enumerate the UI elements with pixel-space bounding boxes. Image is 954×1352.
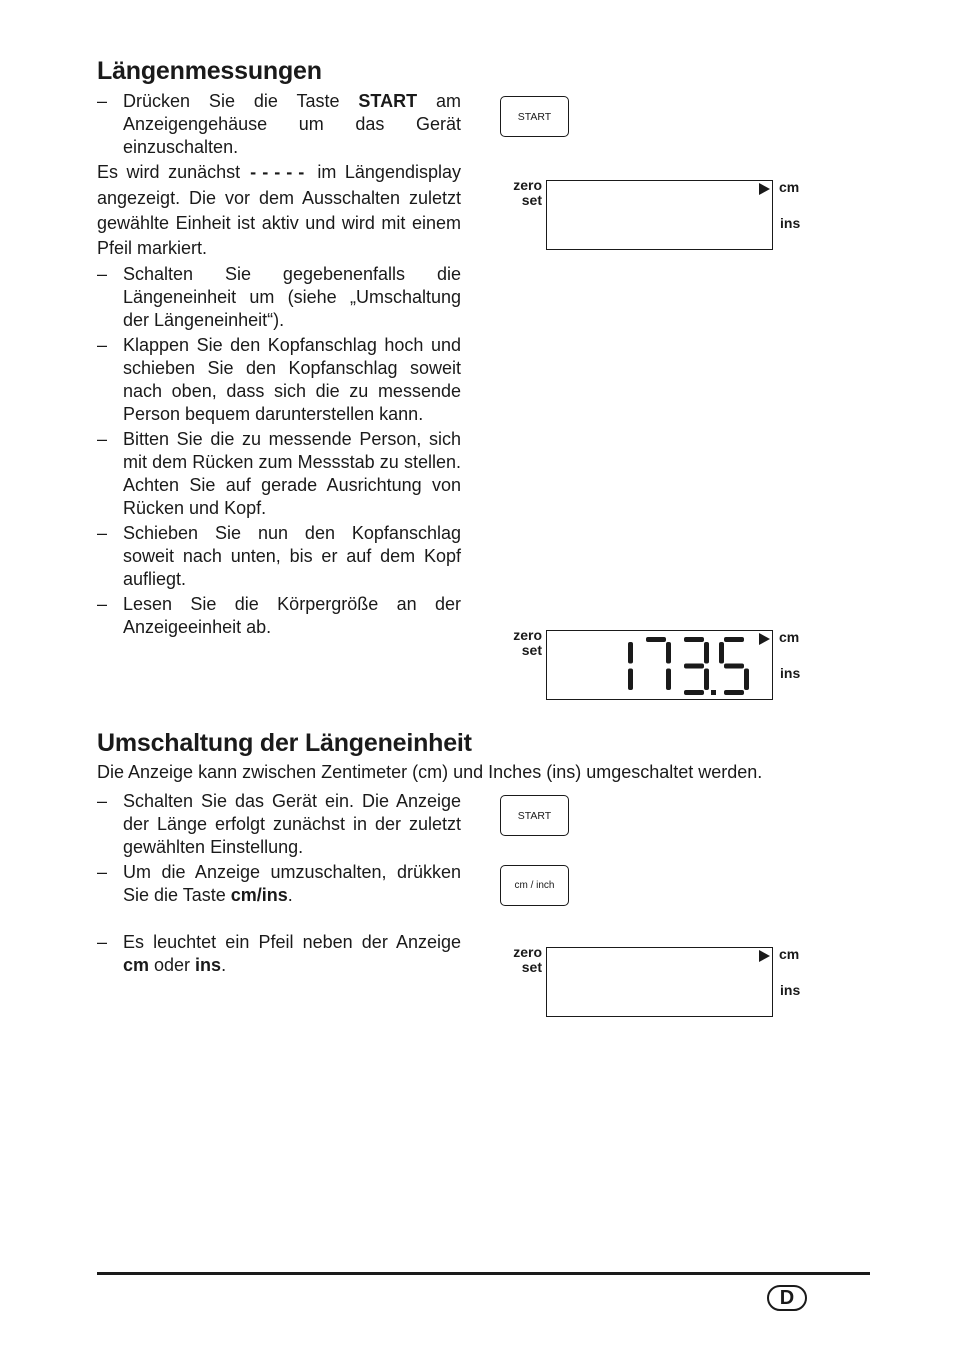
list-item bbox=[97, 861, 461, 907]
list-dash: – bbox=[97, 862, 108, 882]
unit-cm-label: cm bbox=[779, 629, 800, 645]
set-label: set bbox=[521, 642, 542, 658]
lcd-segment bbox=[666, 642, 671, 664]
unit-arrow-icon bbox=[759, 633, 770, 645]
item-text: Um die Anzeige umzuschalten, drükken Sie die Taste bbox=[123, 862, 461, 905]
unit-cm-label: cm bbox=[779, 946, 800, 962]
item-text: Drücken Sie die Taste bbox=[123, 91, 359, 111]
list-dash: – bbox=[97, 594, 108, 614]
list-dash: – bbox=[97, 932, 108, 952]
start-button[interactable]: START bbox=[500, 96, 569, 137]
lcd-segment bbox=[724, 690, 744, 695]
unit-ins-label: ins bbox=[780, 665, 801, 681]
list-dash: – bbox=[97, 791, 108, 811]
zero-label: zero bbox=[513, 627, 542, 643]
lcd-decimal-point bbox=[711, 690, 716, 695]
length-display bbox=[546, 947, 773, 1017]
item-text: oder bbox=[149, 955, 196, 975]
zero-label: zero bbox=[513, 944, 542, 960]
zero-set-label bbox=[492, 945, 542, 975]
section-title-unit-switch: Umschaltung der Längeneinheit bbox=[97, 729, 472, 757]
zero-set-label bbox=[492, 628, 542, 658]
item-text: Es leuchtet ein Pfeil neben der Anzeige bbox=[123, 932, 461, 952]
seven-segment-reading bbox=[547, 631, 772, 699]
item-text: . bbox=[287, 885, 293, 905]
lcd-segment bbox=[646, 637, 666, 642]
item-text: Lesen Sie die Körpergröße an der Anzeigeeinheit ab. bbox=[123, 594, 461, 637]
lcd-segment bbox=[704, 669, 709, 691]
length-display bbox=[546, 180, 773, 250]
zero-set-label bbox=[492, 178, 542, 208]
footer-rule bbox=[97, 1272, 870, 1275]
item-text: . bbox=[221, 955, 227, 975]
item-text: Klappen Sie den Kopfanschlag hoch und schieben Sie den Kopfanschlag soweit nach oben, dass sich die zu messende Person bequem darunterstellen kann. bbox=[123, 335, 461, 424]
list-item bbox=[97, 263, 461, 332]
list-item bbox=[97, 428, 461, 520]
section-title-length-measurement: Längenmessungen bbox=[97, 57, 322, 85]
lcd-segment bbox=[666, 669, 671, 691]
lcd-segment bbox=[684, 690, 704, 695]
list-dash: – bbox=[97, 264, 108, 284]
list-dash: – bbox=[97, 523, 108, 543]
list-item bbox=[97, 931, 461, 977]
lcd-segment bbox=[744, 669, 749, 691]
item-text: am Anzeigengehäuse um das Gerät einzuschalten. bbox=[123, 91, 461, 157]
unit-ins-bold: ins bbox=[195, 955, 222, 975]
cm-inch-button[interactable]: cm / inch bbox=[500, 865, 569, 906]
list-item bbox=[97, 593, 461, 639]
lcd-segment bbox=[684, 664, 704, 669]
item-text: Bitten Sie die zu messende Person, sich mit dem Rücken zum Messstab zu stellen. Achten Sie auf gerade Ausrichtung von Rücken und Kopf. bbox=[123, 429, 461, 518]
lcd-segment bbox=[628, 669, 633, 691]
key-start-label: START bbox=[358, 91, 418, 111]
set-label: set bbox=[521, 959, 542, 975]
list-item bbox=[97, 522, 461, 591]
set-label: set bbox=[521, 192, 542, 208]
intro-paragraph bbox=[97, 160, 461, 261]
list-dash: – bbox=[97, 91, 108, 111]
lcd-segment bbox=[684, 637, 704, 642]
length-display-reading bbox=[546, 630, 773, 700]
item-text: Schieben Sie nun den Kopfanschlag soweit nach unten, bis er auf dem Kopf aufliegt. bbox=[123, 523, 461, 589]
unit-ins-label: ins bbox=[780, 982, 801, 998]
section2-intro: Die Anzeige kann zwischen Zentimeter (cm) und Inches (ins) umgeschaltet werden. bbox=[97, 762, 763, 782]
lcd-segment bbox=[724, 637, 744, 642]
lcd-segment bbox=[724, 664, 744, 669]
instructions-unit-switch bbox=[97, 790, 461, 977]
unit-cm-bold: cm bbox=[123, 955, 150, 975]
list-item bbox=[97, 334, 461, 426]
key-cmins-label: cm/ins bbox=[230, 885, 288, 905]
lcd-segment bbox=[704, 642, 709, 664]
lcd-segment bbox=[719, 642, 724, 664]
unit-arrow-icon bbox=[759, 950, 770, 962]
lcd-segment bbox=[628, 642, 633, 664]
dashes-indicator: ----- bbox=[248, 164, 309, 182]
start-button[interactable]: START bbox=[500, 795, 569, 836]
zero-label: zero bbox=[513, 177, 542, 193]
list-item bbox=[97, 90, 461, 159]
instructions-length bbox=[97, 90, 461, 639]
list-item bbox=[97, 790, 461, 859]
para-text: im Längendisplay angezeigt. Die vor dem Ausschalten zuletzt gewählte Einheit ist aktiv und wird mit einem Pfeil markiert. bbox=[97, 162, 461, 258]
country-badge: D bbox=[767, 1285, 807, 1311]
item-text: Schalten Sie gegebenenfalls die Längeneinheit um (siehe „Umschaltung der Längeneinheit“). bbox=[123, 264, 461, 330]
item-text: Schalten Sie das Gerät ein. Die Anzeige der Länge erfolgt zunächst in der zuletzt gewählten Einstellung. bbox=[123, 791, 461, 857]
list-dash: – bbox=[97, 429, 108, 449]
unit-arrow-icon bbox=[759, 183, 770, 195]
unit-ins-label: ins bbox=[780, 215, 801, 231]
unit-cm-label: cm bbox=[779, 179, 800, 195]
list-dash: – bbox=[97, 335, 108, 355]
para-text: Es wird zunächst bbox=[97, 162, 249, 182]
